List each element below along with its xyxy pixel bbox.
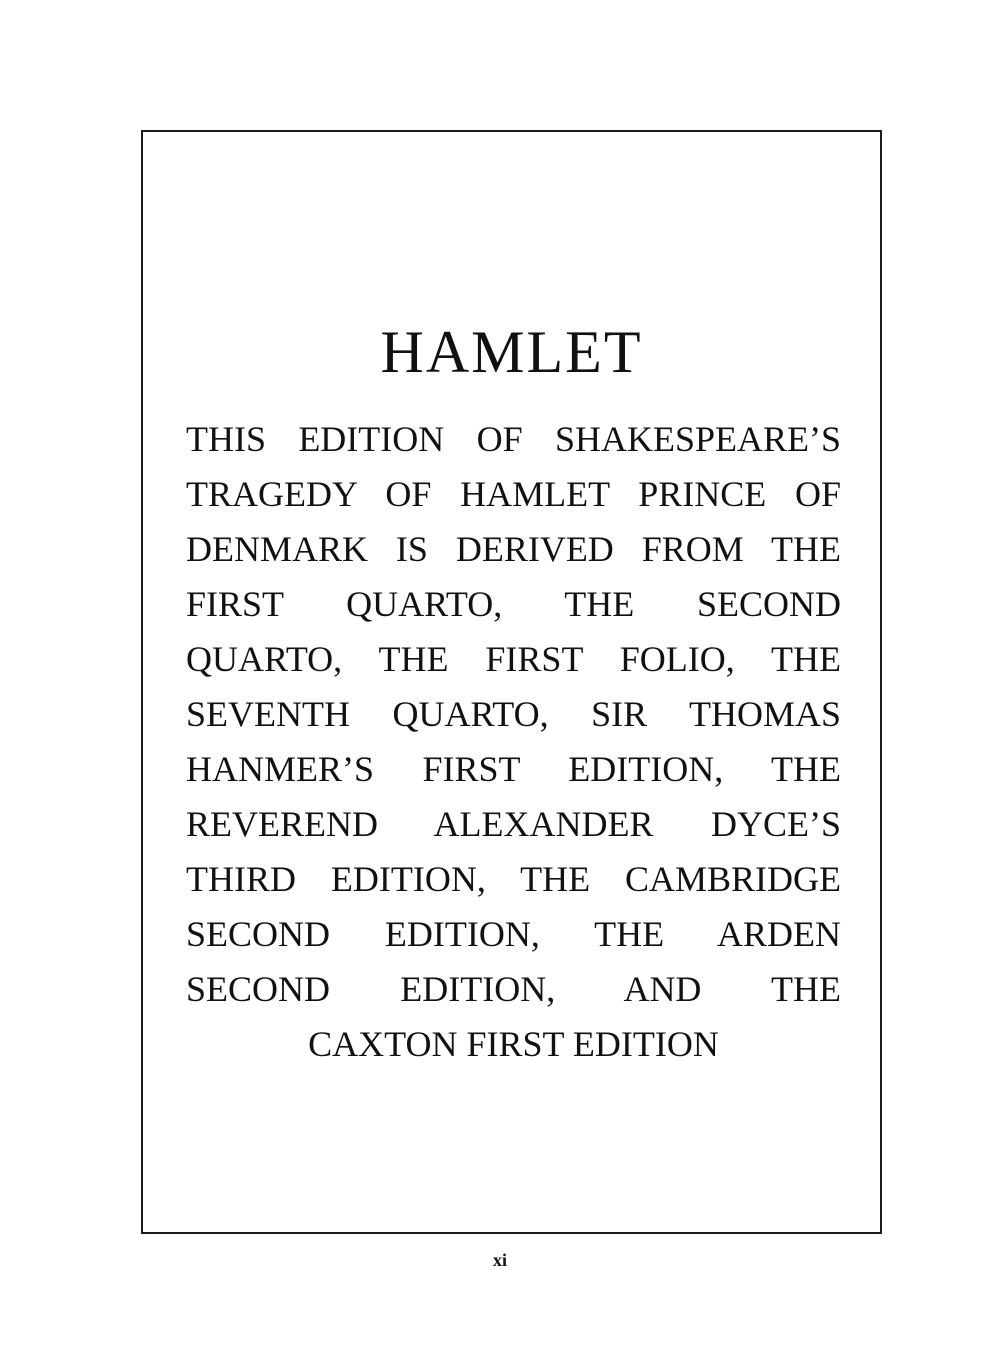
edition-line: FIRST QUARTO, THE SECOND — [186, 584, 841, 624]
edition-line: HANMER’S FIRST EDITION, THE — [186, 749, 841, 789]
page-title: HAMLET — [380, 319, 643, 385]
edition-line: QUARTO, THE FIRST FOLIO, THE — [186, 639, 841, 679]
edition-line: THIRD EDITION, THE CAMBRIDGE — [186, 859, 841, 899]
edition-line: TRAGEDY OF HAMLET PRINCE OF — [186, 474, 841, 514]
edition-line: THIS EDITION OF SHAKESPEARE’S — [186, 419, 841, 459]
edition-statement — [186, 412, 841, 1072]
edition-line: REVEREND ALEXANDER DYCE’S — [186, 804, 841, 844]
edition-line: SECOND EDITION, AND THE — [186, 969, 841, 1009]
edition-line: SECOND EDITION, THE ARDEN — [186, 914, 841, 954]
edition-line: CAXTON FIRST EDITION — [308, 1024, 719, 1064]
edition-line: SEVENTH QUARTO, SIR THOMAS — [186, 694, 841, 734]
edition-line: DENMARK IS DERIVED FROM THE — [186, 529, 841, 569]
page-number: xi — [492, 1250, 507, 1270]
